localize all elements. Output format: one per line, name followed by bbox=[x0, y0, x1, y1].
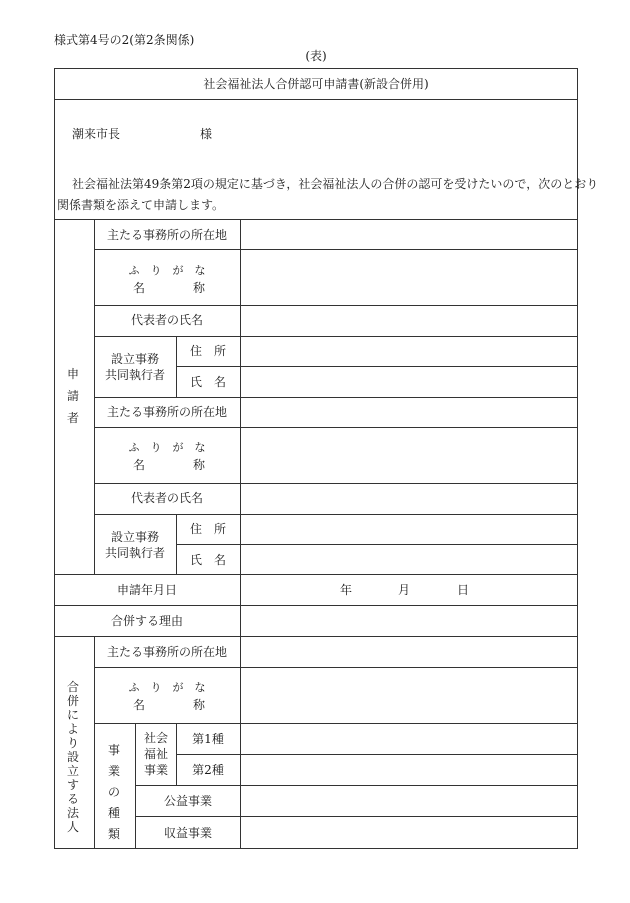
address-label: 住 所 bbox=[189, 344, 227, 358]
joint-executor-label-2: 共同執行者 bbox=[104, 368, 166, 382]
divider bbox=[94, 336, 578, 337]
divider bbox=[94, 427, 578, 428]
date-year-label: 年 bbox=[340, 583, 353, 597]
divider bbox=[135, 816, 578, 817]
joint-executor-label-1: 設立事務 bbox=[110, 530, 160, 544]
social-welfare-label-1: 社会 bbox=[143, 731, 169, 745]
divider bbox=[54, 219, 578, 220]
business-types-vertical-label: 事 業 の 種 類 bbox=[107, 743, 120, 841]
applicant-vertical-label: 申 請 者 bbox=[66, 367, 79, 425]
addressee-honorific: 様 bbox=[200, 127, 213, 141]
request-statement-line2: 関係書類を添えて申請します。 bbox=[57, 198, 225, 212]
divider bbox=[94, 397, 578, 398]
joint-executor-label-1: 設立事務 bbox=[110, 352, 160, 366]
person-name-label: 氏 名 bbox=[189, 553, 227, 567]
furigana-label: ふ り が な bbox=[128, 681, 206, 694]
page-side-label: (表) bbox=[305, 49, 327, 63]
person-name-label: 氏 名 bbox=[189, 375, 227, 389]
divider bbox=[94, 723, 578, 724]
office-location-label: 主たる事務所の所在地 bbox=[106, 645, 228, 659]
name-label-b: 称 bbox=[193, 281, 206, 295]
name-label-a: 名 bbox=[133, 698, 146, 712]
name-label-a: 名 bbox=[133, 458, 146, 472]
divider bbox=[176, 366, 578, 367]
divider bbox=[176, 754, 578, 755]
name-label-b: 称 bbox=[193, 698, 206, 712]
representative-label: 代表者の氏名 bbox=[130, 313, 204, 327]
divider bbox=[54, 99, 578, 100]
divider bbox=[94, 667, 578, 668]
address-label: 住 所 bbox=[189, 522, 227, 536]
divider bbox=[54, 636, 578, 637]
public-interest-business-label: 公益事業 bbox=[163, 794, 213, 808]
representative-label: 代表者の氏名 bbox=[130, 491, 204, 505]
furigana-label: ふ り が な bbox=[128, 264, 206, 277]
date-month-label: 月 bbox=[398, 583, 411, 597]
divider bbox=[94, 305, 578, 306]
addressee-name: 潮来市長 bbox=[72, 127, 121, 141]
business-type2-label: 第2種 bbox=[192, 763, 224, 777]
divider bbox=[54, 574, 578, 575]
divider bbox=[135, 723, 136, 849]
merger-reason-label: 合併する理由 bbox=[110, 614, 184, 628]
new-corporation-vertical-label: 合 併 に よ り 設 立 す る 法 人 bbox=[66, 680, 79, 834]
divider bbox=[176, 544, 578, 545]
request-statement-line1: 社会福祉法第49条第2項の規定に基づき，社会福祉法人の合併の認可を受けたいので，次のとおり bbox=[72, 177, 599, 191]
divider bbox=[94, 514, 578, 515]
office-location-label: 主たる事務所の所在地 bbox=[106, 228, 228, 242]
divider bbox=[94, 249, 578, 250]
name-label-a: 名 bbox=[133, 281, 146, 295]
application-date-label: 申請年月日 bbox=[116, 583, 178, 597]
name-label-b: 称 bbox=[193, 458, 206, 472]
form-number: 様式第4号の2(第2条関係) bbox=[54, 33, 195, 47]
date-day-label: 日 bbox=[457, 583, 470, 597]
profit-business-label: 収益事業 bbox=[163, 826, 213, 840]
joint-executor-label-2: 共同執行者 bbox=[104, 546, 166, 560]
furigana-label: ふ り が な bbox=[128, 441, 206, 454]
office-location-label: 主たる事務所の所在地 bbox=[106, 405, 228, 419]
form-title: 社会福祉法人合併認可申請書(新設合併用) bbox=[203, 77, 429, 91]
divider bbox=[54, 605, 578, 606]
social-welfare-label-2: 福祉 bbox=[143, 747, 169, 761]
divider bbox=[94, 483, 578, 484]
social-welfare-label-3: 事業 bbox=[143, 763, 169, 777]
divider bbox=[135, 785, 578, 786]
business-type1-label: 第1種 bbox=[192, 732, 224, 746]
